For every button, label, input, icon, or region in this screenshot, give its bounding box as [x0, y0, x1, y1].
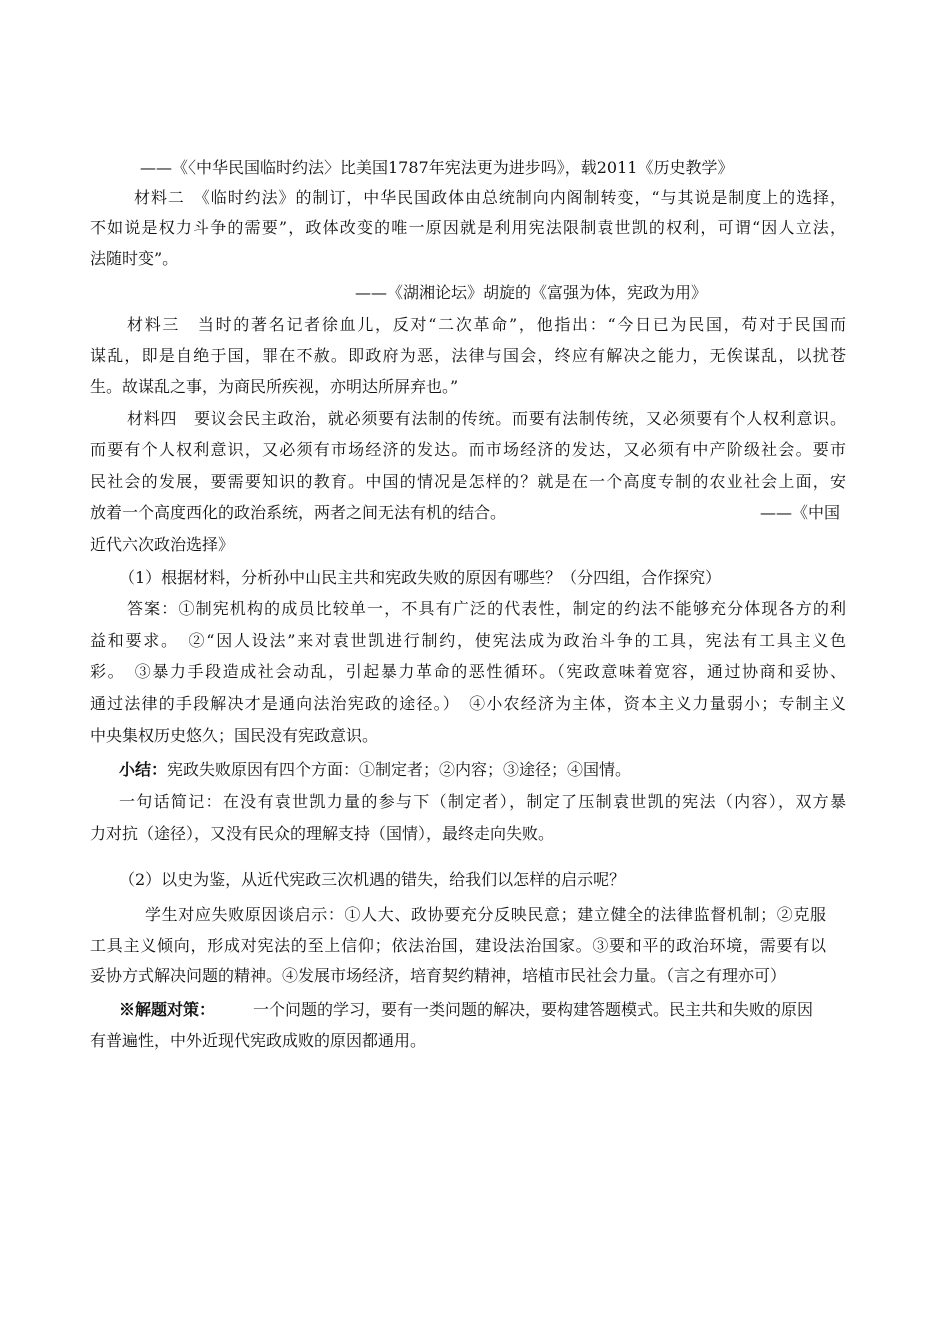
material-4-line-4: 放着一个高度西化的政治系统，两者之间无法有机的结合。 — [90, 503, 507, 522]
answer-1-line-3: 彩。 ③暴力手段造成社会动乱，引起暴力革命的恶性循环。（宪政意味着宽容，通过协商和妥协、 — [90, 662, 846, 681]
material-4-source: ——《中国 — [760, 503, 841, 522]
question-2: （2）以史为鉴，从近代宪政三次机遇的错失，给我们以怎样的启示呢？ — [119, 870, 626, 889]
brief-line-1: 一句话简记：在没有袁世凯力量的参与下（制定者），制定了压制袁世凯的宪法（内容），双方暴 — [119, 792, 846, 811]
material-4-line-1: 材料四 要议会民主政治，就必须要有法制的传统。而要有法制传统，又必须要有个人权利意识。 — [127, 409, 846, 428]
material-2-line-1: 材料二 《临时约法》的制订，中华民国政体由总统制向内阁制转变，“与其说是制度上的选择， — [134, 188, 846, 207]
material-4-line-5: 近代六次政治选择》 — [90, 535, 235, 554]
strategy-label: ※解题对策： — [119, 1000, 216, 1019]
answer-1-line-4: 通过法律的手段解决才是通向法治宪政的途径。） ④小农经济为主体，资本主义力量弱小；专制主义 — [90, 694, 846, 713]
material-3-line-1: 材料三 当时的著名记者徐血儿，反对“二次革命”，他指出：“今日已为民国，苟对于民国而 — [127, 315, 846, 334]
strategy-line-2: 有普遍性，中外近现代宪政成败的原因都通用。 — [90, 1031, 427, 1050]
material-3-line-3: 生。故谋乱之事，为商民所疾视，亦明达所屏弃也。” — [90, 377, 459, 396]
material-4-line-2: 而要有个人权利意识，又必须有市场经济的发达。而市场经济的发达，又必须有中产阶级社会。要市 — [90, 440, 846, 459]
strategy-line-1: 一个问题的学习，要有一类问题的解决，要构建答题模式。民主共和失败的原因 — [253, 1000, 814, 1019]
answer-2-line-2: 工具主义倾向，形成对宪法的至上信仰；依法治国，建设法治国家。③要和平的政治环境，需要有以 — [90, 936, 826, 955]
summary — [119, 760, 631, 780]
source-citation-2: ——《湖湘论坛》胡旋的《富强为体，宪政为用》 — [355, 283, 708, 302]
answer-1-line-5: 中央集权历史悠久；国民没有宪政意识。 — [90, 726, 379, 745]
summary-text: 宪政失败原因有四个方面：①制定者；②内容；③途径；④国情。 — [167, 760, 632, 779]
material-2-line-2: 不如说是权力斗争的需要”，政体改变的唯一原因就是利用宪法限制袁世凯的权利，可谓“因人立法， — [90, 218, 846, 237]
answer-2-line-1: 学生对应失败原因谈启示：①人大、政协要充分反映民意；建立健全的法律监督机制；②克服 — [145, 905, 826, 924]
summary-label: 小结： — [119, 760, 168, 779]
source-citation-1: ——《〈中华民国临时约法〉比美国1787年宪法更为进步吗》，载2011《历史教学》 — [140, 158, 734, 177]
brief-line-2: 力对抗（途径），又没有民众的理解支持（国情），最终走向失败。 — [90, 824, 555, 843]
material-3-line-2: 谋乱，即是自绝于国，罪在不赦。即政府为恶，法律与国会，终应有解决之能力，无俟谋乱，以扰苍 — [90, 346, 846, 365]
material-2-line-3: 法随时变”。 — [90, 249, 179, 268]
material-4-line-3: 民社会的发展，要需要知识的教育。中国的情况是怎样的？就是在一个高度专制的农业社会上面，安 — [90, 472, 846, 491]
answer-1-line-1: 答案：①制宪机构的成员比较单一，不具有广泛的代表性，制定的约法不能够充分体现各方的利 — [127, 599, 846, 618]
answer-2-line-3: 妥协方式解决问题的精神。④发展市场经济，培育契约精神，培植市民社会力量。（言之有理亦可） — [90, 966, 787, 985]
answer-1-line-2: 益和要求。 ②“因人设法”来对袁世凯进行制约，使宪法成为政治斗争的工具，宪法有工具主义色 — [90, 631, 846, 650]
question-1: （1）根据材料，分析孙中山民主共和宪政失败的原因有哪些？（分四组，合作探究） — [119, 568, 722, 587]
